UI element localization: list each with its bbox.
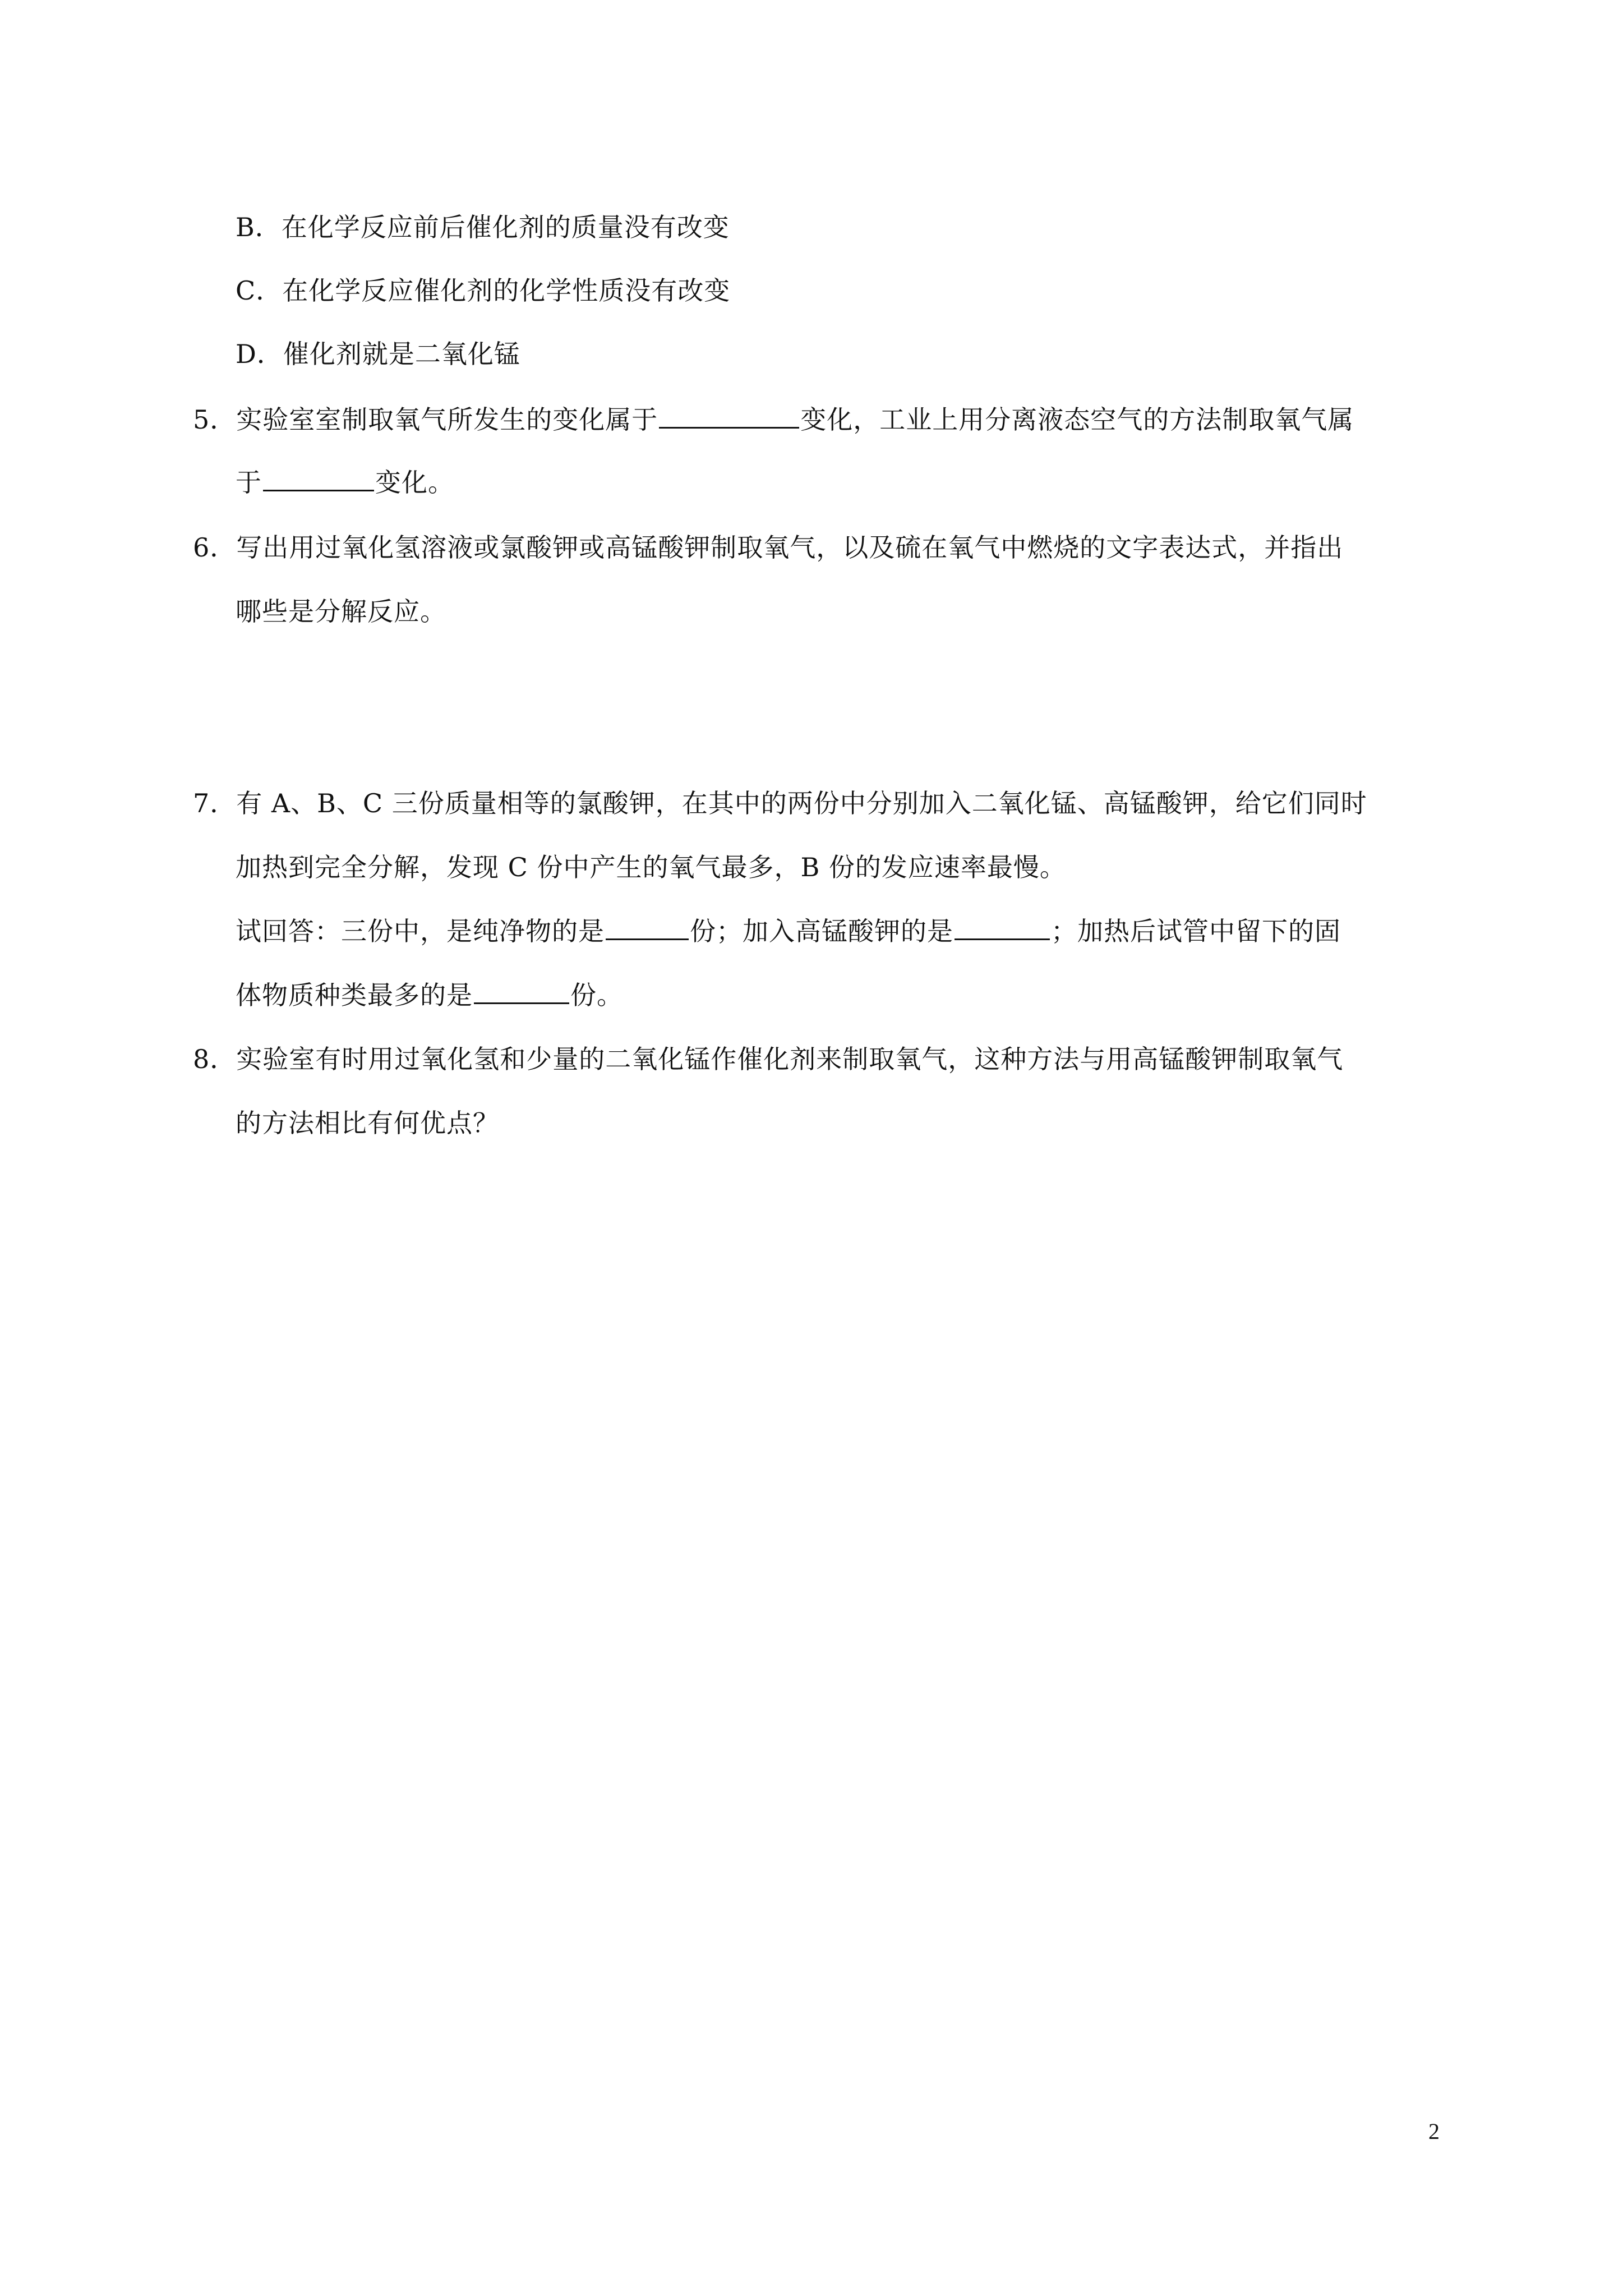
answer-blank [955,916,1050,940]
question-8-line-2: 的方法相比有何优点？ [236,1108,499,1138]
answer-blank [474,980,569,1004]
question-7-text-a: 试回答：三份中，是纯净物的是 [236,916,605,946]
question-7-text-e: 份。 [570,980,623,1010]
question-8-line-1: 8．实验室有时用过氧化氢和少量的二氧化锰作催化剂来制取氧气，这种方法与用高锰酸钾制取氧气 [193,1044,1344,1074]
option-b: B．在化学反应前后催化剂的质量没有改变 [236,212,730,242]
question-5-line-1 [193,403,1354,436]
question-7-line-4 [236,978,623,1012]
question-5-line-2 [236,466,454,499]
option-c: C．在化学反应催化剂的化学性质没有改变 [236,275,731,306]
question-7-line-1: 7．有 A、B、C 三份质量相等的氯酸钾，在其中的两份中分别加入二氧化锰、高锰酸钾，给它们同时 [193,788,1367,818]
answer-blank [263,467,374,491]
question-7-line-3 [236,914,1341,948]
question-5-text-a: 5．实验室室制取氧气所发生的变化属于 [193,404,658,435]
question-6-line-2: 哪些是分解反应。 [236,596,446,627]
question-7-text-c: ；加热后试管中留下的固 [1051,916,1341,946]
question-6-line-1: 6．写出用过氧化氢溶液或氯酸钾或高锰酸钾制取氧气，以及硫在氧气中燃烧的文字表达式，并指出 [193,532,1344,563]
question-5-text-b: 变化，工业上用分离液态空气的方法制取氧气属 [800,404,1354,435]
question-7-line-2: 加热到完全分解，发现 C 份中产生的氧气最多，B 份的发应速率最慢。 [236,852,1066,882]
answer-blank [659,404,799,429]
question-5-text-c: 于 [236,467,262,498]
question-7-text-b: 份；加入高锰酸钾的是 [690,916,953,946]
question-5-text-d: 变化。 [375,467,454,498]
option-d: D．催化剂就是二氧化锰 [236,339,520,369]
answer-blank [606,916,689,940]
page-number: 2 [1428,2119,1440,2144]
question-7-text-d: 体物质种类最多的是 [236,980,473,1010]
